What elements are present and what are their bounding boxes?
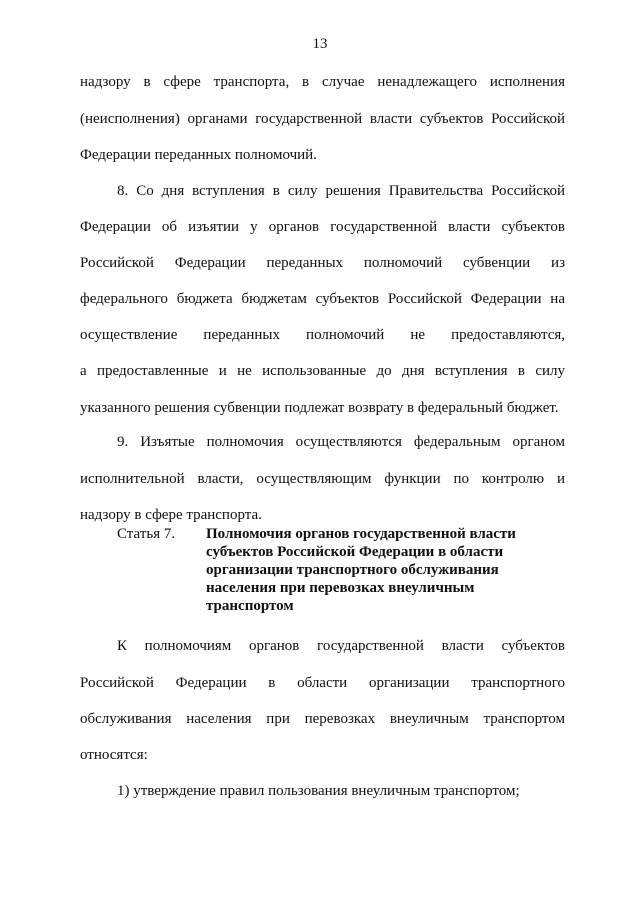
page-number: 13 <box>312 36 328 52</box>
paragraph-line: надзору в сфере транспорта, в случае ненадлежащего исполнения <box>80 74 565 90</box>
paragraph-line: 1) утверждение правил пользования внеуличным транспортом; <box>117 783 520 799</box>
paragraph-line: 8. Со дня вступления в силу решения Правительства Российской <box>117 183 565 199</box>
article-title-line: Полномочия органов государственной власти <box>206 526 516 542</box>
paragraph-line: относятся: <box>80 747 148 763</box>
paragraph-line: Федерации об изъятии у органов государственной власти субъектов <box>80 219 565 235</box>
article-label: Статья 7. <box>117 526 176 542</box>
article-title-line: субъектов Российской Федерации в области <box>206 544 504 560</box>
paragraph-line: Российской Федерации переданных полномочий субвенции из <box>80 255 565 271</box>
paragraph-line: Российской Федерации в области организации транспортного <box>80 675 565 691</box>
article-title-line: населения при перевозках внеуличным <box>206 580 475 596</box>
paragraph-line: а предоставленные и не использованные до дня вступления в силу <box>80 363 565 379</box>
paragraph-line: Федерации переданных полномочий. <box>80 147 317 163</box>
paragraph-line: обслуживания населения при перевозках внеуличным транспортом <box>80 711 565 727</box>
paragraph-line: надзору в сфере транспорта. <box>80 507 262 523</box>
paragraph-line: осуществление переданных полномочий не предоставляются, <box>80 327 565 343</box>
article-title-line: транспортом <box>206 598 294 614</box>
article-title-line: организации транспортного обслуживания <box>206 562 499 578</box>
paragraph-line: К полномочиям органов государственной власти субъектов <box>117 638 565 654</box>
article-title <box>206 525 546 615</box>
paragraph-line: указанного решения субвенции подлежат возврату в федеральный бюджет. <box>80 400 559 416</box>
paragraph-line: федерального бюджета бюджетам субъектов Российской Федерации на <box>80 291 565 307</box>
paragraph-line: 9. Изъятые полномочия осуществляются федеральным органом <box>117 434 565 450</box>
paragraph-line: исполнительной власти, осуществляющим функции по контролю и <box>80 471 565 487</box>
paragraph-line: (неисполнения) органами государственной власти субъектов Российской <box>80 111 565 127</box>
